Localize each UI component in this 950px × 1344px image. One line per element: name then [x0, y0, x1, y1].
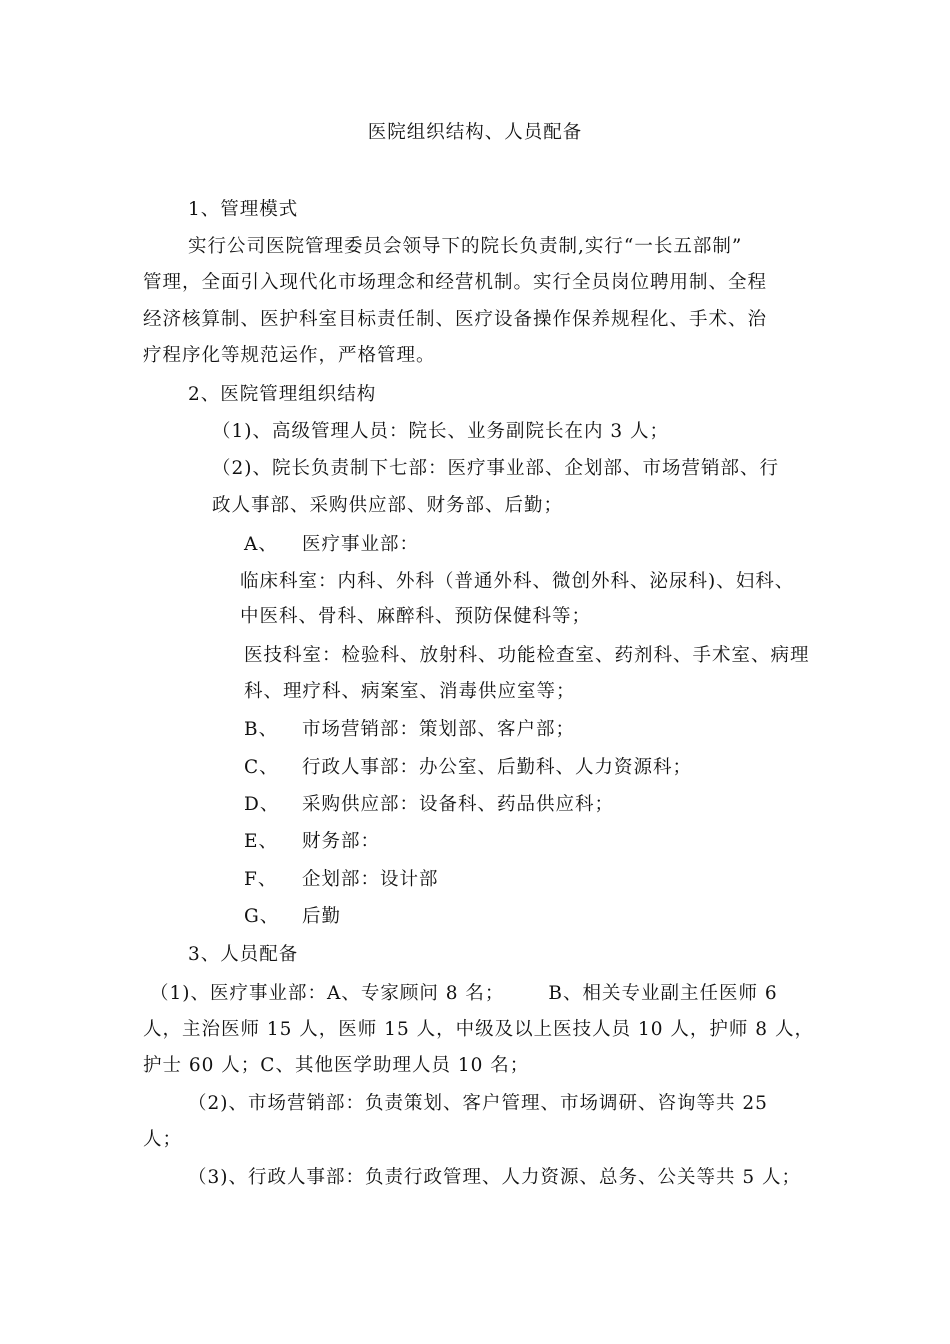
department-g-text: 后勤 — [302, 906, 342, 927]
section-2-heading: 2、医院管理组织结构 — [188, 384, 377, 405]
section-1-paragraph-line-1: 实行公司医院管理委员会领导下的院长负责制,实行“一长五部制” — [188, 236, 743, 257]
department-d — [244, 794, 614, 816]
section-3-item-1-line-3: 护士 60 人；C、其他医学助理人员 10 名； — [143, 1055, 530, 1076]
section-2-item-2-line-1: （2)、院长负责制下七部：医疗事业部、企划部、市场营销部、行 — [212, 458, 779, 479]
department-f — [244, 869, 439, 891]
department-c — [244, 757, 692, 779]
section-3-item-1-part-a: （1)、医疗事业部：A、专家顾问 8 名； — [150, 983, 505, 1004]
section-3-item-2-line-1: （2)、市场营销部：负责策划、客户管理、市场调研、咨询等共 25 — [188, 1093, 768, 1114]
clinical-line-2: 中医科、骨科、麻醉科、预防保健科等； — [240, 606, 592, 627]
section-3-item-1-line-1 — [150, 983, 778, 1005]
section-1-paragraph-line-3: 经济核算制、医护科室目标责任制、医疗设备操作保养规程化、手术、治 — [143, 309, 768, 330]
department-d-text: 采购供应部：设备科、药品供应科； — [302, 794, 615, 815]
department-a-text: 医疗事业部： — [302, 534, 420, 555]
section-2-item-2-line-2: 政人事部、采购供应部、财务部、后勤； — [212, 495, 564, 516]
department-g — [244, 906, 341, 928]
page-title: 医院组织结构、人员配备 — [367, 122, 583, 143]
department-e — [244, 831, 380, 853]
department-g-tag: G、 — [244, 906, 280, 927]
section-1-heading: 1、管理模式 — [188, 199, 299, 220]
section-3-item-3: （3)、行政人事部：负责行政管理、人力资源、总务、公关等共 5 人； — [188, 1167, 802, 1188]
department-c-tag: C、 — [244, 757, 279, 778]
section-3-heading: 3、人员配备 — [188, 944, 299, 965]
section-1-paragraph-line-2: 管理，全面引入现代化市场理念和经营机制。实行全员岗位聘用制、全程 — [143, 272, 768, 293]
department-d-tag: D、 — [244, 794, 280, 815]
department-b-text: 市场营销部：策划部、客户部； — [302, 719, 576, 740]
section-3-item-1-part-b: B、相关专业副主任医师 6 — [548, 983, 778, 1004]
medtech-line-1: 医技科室：检验科、放射科、功能检查室、药剂科、手术室、病理 — [244, 645, 810, 666]
department-b-tag: B、 — [244, 719, 279, 740]
department-f-tag: F、 — [244, 869, 278, 890]
section-2-item-1: （1)、高级管理人员：院长、业务副院长在内 3 人； — [212, 421, 670, 442]
department-b — [244, 719, 575, 741]
department-e-text: 财务部： — [302, 831, 381, 852]
department-c-text: 行政人事部：办公室、后勤科、人力资源科； — [302, 757, 693, 778]
department-e-tag: E、 — [244, 831, 279, 852]
section-3-item-2-line-2: 人； — [143, 1129, 183, 1150]
department-f-text: 企划部：设计部 — [302, 869, 439, 890]
medtech-line-2: 科、理疗科、病案室、消毒供应室等； — [244, 681, 576, 702]
department-a-tag: A、 — [244, 534, 278, 555]
clinical-line-1: 临床科室：内科、外科（普通外科、微创外科、泌尿科)、妇科、 — [240, 571, 795, 592]
department-a — [244, 534, 419, 556]
section-1-paragraph-line-4: 疗程序化等规范运作，严格管理。 — [143, 345, 436, 366]
section-3-item-1-line-2: 人，主治医师 15 人，医师 15 人，中级及以上医技人员 10 人，护师 8 人， — [143, 1019, 814, 1040]
